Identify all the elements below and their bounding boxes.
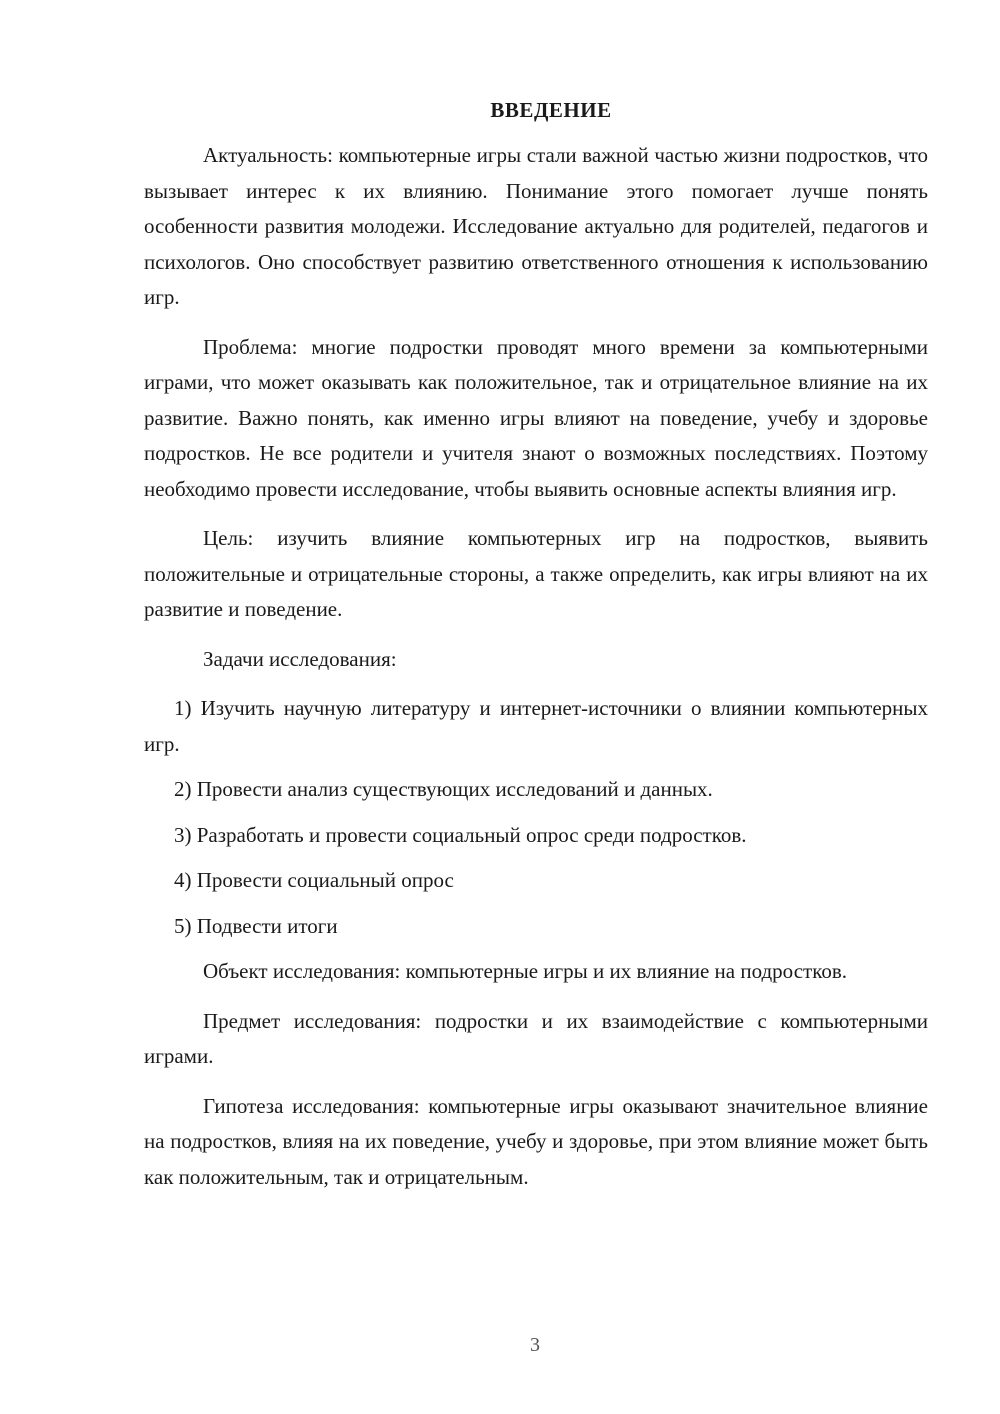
task-item: 5) Подвести итоги [174, 913, 338, 938]
goal-paragraph: Цель: изучить влияние компьютерных игр на подростков, выявить положительные и отрицательные стороны, а также определить, как игры влияют на их развитие и поведение. [144, 526, 928, 621]
page-number: 3 [530, 1334, 540, 1356]
task-item: 3) Разработать и провести социальный опрос среди подростков. [174, 822, 747, 847]
task-item: 1) Изучить научную литературу и интернет-источники о влиянии компьютерных игр. [144, 696, 928, 756]
task-item: 4) Провести социальный опрос [174, 868, 454, 892]
task-item: 2) Провести анализ существующих исследований и данных. [174, 777, 713, 801]
subject-paragraph: Предмет исследования: подростки и их взаимодействие с компьютерными играми. [144, 1008, 928, 1068]
tasks-heading: Задачи исследования: [203, 646, 397, 671]
section-title: ВВЕДЕНИЕ [490, 98, 612, 122]
object-paragraph: Объект исследования: компьютерные игры и их влияние на подростков. [203, 959, 847, 983]
tasks-list [144, 691, 928, 944]
problem-paragraph: Проблема: многие подростки проводят много времени за компьютерными играми, что может оказывать как положительное, так и отрицательное влияние на их развитие. Важно понять, как именно игры влияют на поведение, учебу и здоровье подростков. Не все родители и учителя знают о возможных последствиях. Поэтому необходимо провести исследование, чтобы выявить основные аспекты влияния игр. [144, 334, 928, 501]
hypothesis-paragraph: Гипотеза исследования: компьютерные игры оказывают значительное влияние на подростков, влияя на их поведение, учебу и здоровье, при этом влияние может быть как положительным, так и отрицательным. [144, 1093, 928, 1189]
relevance-paragraph: Актуальность: компьютерные игры стали важной частью жизни подростков, что вызывает интерес к их влиянию. Понимание этого помогает лучше понять особенности развития молодежи. Исследование актуально для родителей, педагогов и психологов. Оно способствует развитию ответственного отношения к использованию игр. [144, 143, 928, 309]
